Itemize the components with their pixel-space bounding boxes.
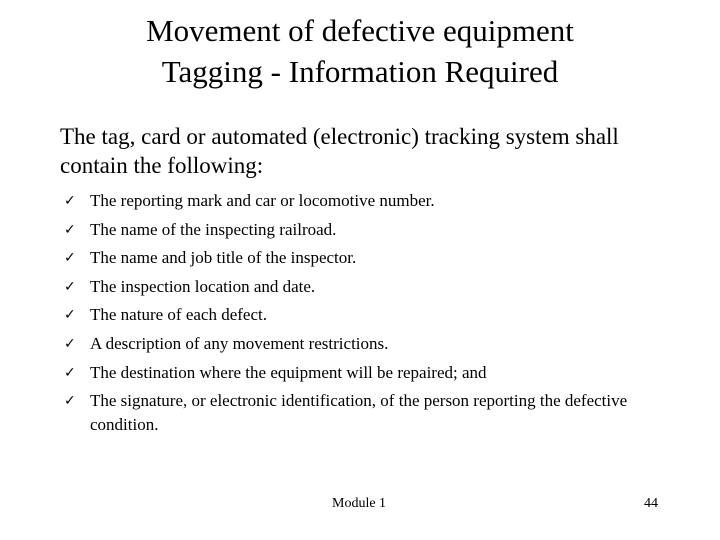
checkmark-icon: ✓ — [64, 307, 76, 324]
checklist-item — [64, 218, 664, 242]
checklist-item — [64, 275, 664, 299]
checkmark-icon: ✓ — [64, 393, 76, 410]
checklist-item — [64, 389, 664, 437]
checkmark-icon: ✓ — [64, 193, 76, 209]
checkmark-icon: ✓ — [64, 278, 76, 295]
checklist-item-text: A description of any movement restrictions. — [90, 333, 389, 353]
checklist-item-text: The reporting mark and car or locomotive number. — [90, 191, 435, 210]
checkmark-icon: ✓ — [64, 221, 76, 238]
checkmark-icon: ✓ — [64, 250, 76, 267]
checklist-item — [64, 303, 664, 327]
checkmark-icon: ✓ — [64, 364, 76, 381]
checklist-item — [64, 332, 664, 356]
checklist-item-text: The name and job title of the inspector. — [90, 248, 357, 268]
footer-module-label: Module 1 — [332, 496, 387, 511]
checklist-item-text: The signature, or electronic identification, of the person reporting the defective condition. — [90, 391, 628, 435]
checklist-item-text: The inspection location and date. — [90, 276, 316, 296]
checklist-item-text: The nature of each defect. — [90, 305, 267, 325]
page-number: 44 — [644, 496, 658, 511]
requirements-checklist — [64, 189, 664, 442]
checklist-item — [64, 189, 664, 213]
checklist-item — [64, 246, 664, 270]
intro-text: The tag, card or automated (electronic) tracking system shall contain the following: — [60, 124, 619, 178]
checklist-item — [64, 361, 664, 385]
title-line-1: Movement of defective equipment — [146, 13, 574, 48]
slide-title — [0, 10, 720, 92]
checkmark-icon: ✓ — [64, 335, 76, 352]
checklist-item-text: The name of the inspecting railroad. — [90, 219, 337, 239]
title-line-2: Tagging - Information Required — [161, 54, 559, 89]
checklist-item-text: The destination where the equipment will be repaired; and — [90, 362, 487, 382]
